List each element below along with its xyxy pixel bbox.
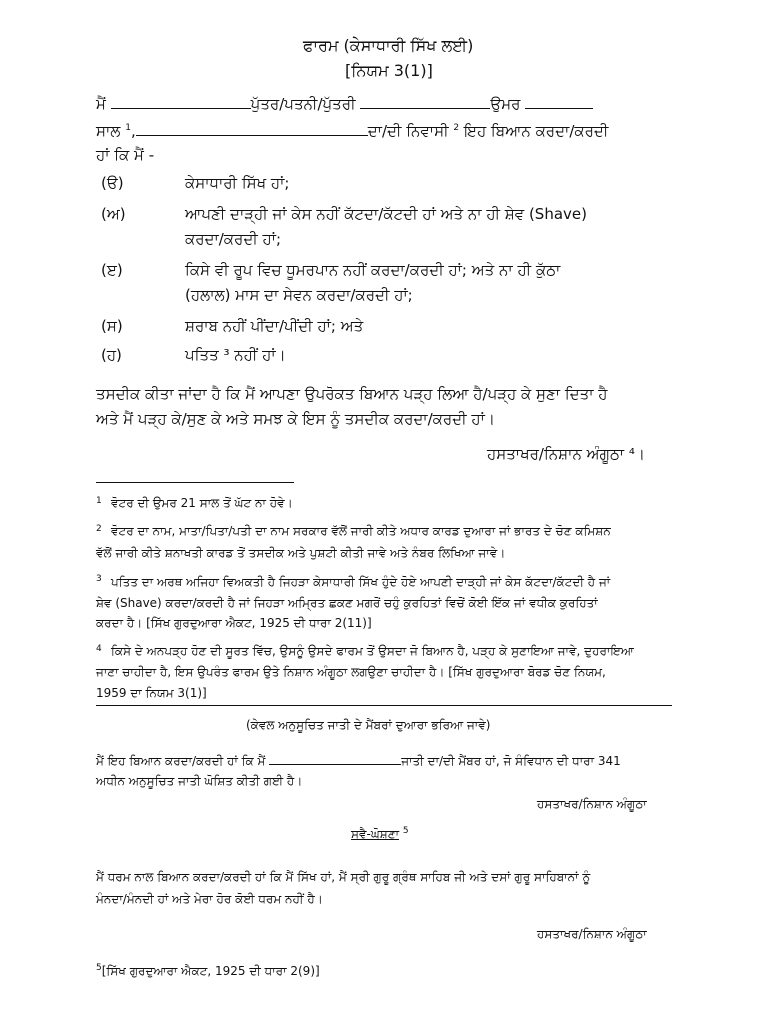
footnote-3-num: 3 (96, 574, 102, 584)
sc-line-2: ਅਧੀਨ ਅਨੁਸੂਚਿਤ ਜਾਤੀ ਘੋਸ਼ਿਤ ਕੀਤੀ ਗਈ ਹੈ। (96, 774, 303, 788)
item-text-b-cont: ਕਰਦਾ/ਕਰਦੀ ਹਾਂ; (185, 230, 282, 248)
footnote-4-text-cont-2: 1959 ਦਾ ਨਿਯਮ 3(1)] (96, 686, 207, 700)
item-text-c-cont: (ਹਲਾਲ) ਮਾਸ ਦਾ ਸੇਵਨ ਕਰਦਾ/ਕਰਦੀ ਹਾਂ; (185, 286, 413, 304)
form-title: ਫਾਰਮ (ਕੇਸਾਧਾਰੀ ਸਿੱਖ ਲਈ) (303, 36, 474, 55)
sc-line-1-prefix: ਮੈਂ ਇਹ ਬਿਆਨ ਕਰਦਾ/ਕਰਦੀ ਹਾਂ ਕਿ ਮੈਂ (96, 754, 266, 768)
footnote-ref-5: 5 (402, 826, 409, 836)
years-label: ਸਾਲ (96, 122, 121, 140)
item-marker-b: (ਅ) (101, 205, 126, 223)
sc-signature: ਹਸਤਾਖਰ/ਨਿਸ਼ਾਨ ਅੰਗੂਠਾ (537, 797, 647, 811)
statement-label: ਇਹ ਬਿਆਨ ਕਰਦਾ/ਕਰਦੀ (463, 122, 609, 140)
footnote-2-num: 2 (96, 524, 102, 534)
verification-line-1: ਤਸਦੀਕ ਕੀਤਾ ਜਾਂਦਾ ਹੈ ਕਿ ਮੈਂ ਆਪਣਾ ਉਪਰੋਕਤ ਬਿਆਨ ਪੜ੍ਹ ਲਿਆ ਹੈ/ਪੜ੍ਹ ਕੇ ਸੁਣਾ ਦਿਤਾ ਹੈ (96, 385, 608, 403)
footnote-5 (96, 963, 320, 979)
self-declaration-line-2: ਮੰਨਦਾ/ਮੰਨਦੀ ਹਾਂ ਅਤੇ ਮੇਰਾ ਹੋਰ ਕੋਈ ਧਰਮ ਨਹੀਂ ਹੈ। (96, 892, 323, 906)
section-divider (96, 705, 672, 706)
item-marker-a: (ੳ) (101, 174, 124, 192)
footnote-4-text-cont: ਜਾਣਾ ਚਾਹੀਦਾ ਹੈ, ਇਸ ਉਪਰੰਤ ਫਾਰਮ ਉਤੇ ਨਿਸ਼ਾਨ ਅੰਗੂਠਾ ਲਗਉਣਾ ਚਾਹੀਦਾ ਹੈ। [ਸਿੱਖ ਗੁਰਦੁਆਰਾ ਬੋਰਡ ਚੋਣ ਨਿਯਮ, (96, 665, 606, 679)
self-declaration-signature: ਹਸਤਾਖਰ/ਨਿਸ਼ਾਨ ਅੰਗੂਠਾ (537, 927, 647, 941)
verification-signature: ਹਸਤਾਖਰ/ਨਿਸ਼ਾਨ ਅੰਗੂਠਾ ⁴। (487, 445, 645, 463)
item-marker-d: (ਸ) (101, 317, 123, 335)
item-marker-c: (ੲ) (101, 261, 123, 279)
item-text-b: ਆਪਣੀ ਦਾੜ੍ਹੀ ਜਾਂ ਕੇਸ ਨਹੀਂ ਕੱਟਦਾ/ਕੱਟਦੀ ਹਾਂ ਅਤੇ ਨਾ ਹੀ ਸ਼ੇਵ (Shave) (185, 205, 587, 223)
self-declaration-heading (351, 826, 409, 842)
footnote-5-text: [ਸਿੱਖ ਗੁਰਦੁਆਰਾ ਐਕਟ, 1925 ਦੀ ਧਾਰਾ 2(9)] (101, 964, 320, 978)
self-declaration-title: ਸਵੈ-ਘੋਸ਼ਣਾ (351, 827, 399, 841)
footnote-3-text-cont-2: ਕਰਦਾ ਹੈ। [ਸਿੱਖ ਗੁਰਦੁਆਰਾ ਐਕਟ, 1925 ਦੀ ਧਾਰਾ 2(11)] (96, 616, 372, 630)
footnote-3-text: ਪਤਿਤ ਦਾ ਅਰਥ ਅਜਿਹਾ ਵਿਅਕਤੀ ਹੈ ਜਿਹੜਾ ਕੇਸਾਧਾਰੀ ਸਿੱਖ ਹੁੰਦੇ ਹੋਏ ਆਪਣੀ ਦਾੜ੍ਹੀ ਜਾਂ ਕੇਸ ਕੱਟਦਾ/ਕੱਟਦੀ ਹੈ ਜਾਂ (111, 575, 611, 589)
declaration-line-3: ਹਾਂ ਕਿ ਮੈਂ - (96, 146, 155, 164)
parent-name-blank[interactable] (360, 94, 490, 109)
footnote-1-num: 1 (96, 496, 102, 506)
age-label: ਉਮਰ (490, 95, 521, 113)
footnote-ref-2: 2 (453, 123, 460, 133)
relation-label: ਪੁੱਤਰ/ਪਤਨੀ/ਪੁੱਤਰੀ (250, 95, 356, 113)
footnote-separator (96, 482, 294, 483)
age-blank[interactable] (525, 94, 593, 109)
item-text-e: ਪਤਿਤ ³ ਨਹੀਂ ਹਾਂ। (185, 346, 286, 364)
declaration-line-1 (96, 94, 593, 114)
sc-line-1-suffix: ਜਾਤੀ ਦਾ/ਦੀ ਮੈਂਬਰ ਹਾਂ, ਜੋ ਸੰਵਿਧਾਨ ਦੀ ਧਾਰਾ 341 (401, 754, 621, 768)
verification-line-2: ਅਤੇ ਮੈਂ ਪੜ੍ਹ ਕੇ/ਸੁਣ ਕੇ ਅਤੇ ਸਮਝ ਕੇ ਇਸ ਨੂੰ ਤਸਦੀਕ ਕਰਦਾ/ਕਰਦੀ ਹਾਂ। (96, 410, 495, 428)
sc-section-heading: (ਕੇਵਲ ਅਨੁਸੂਚਿਤ ਜਾਤੀ ਦੇ ਮੈਂਬਰਾਂ ਦੁਆਰਾ ਭਰਿਆ ਜਾਵੇ) (246, 718, 491, 732)
form-rule-reference: [ਨਿਯਮ 3(1)] (345, 61, 433, 80)
footnote-ref-1: 1 (125, 123, 131, 133)
footnote-3-text-cont: ਸ਼ੇਵ (Shave) ਕਰਦਾ/ਕਰਦੀ ਹੈ ਜਾਂ ਜਿਹੜਾ ਅਮ੍ਰਿਤ ਛਕਣ ਮਗਰੋਂ ਚਹੁੰ ਕੁਰਹਿਤਾਂ ਵਿਚੋਂ ਕੋਈ ਇੱਕ ਜਾਂ ਵਧੀਕ ਕੁਰਹਿਤਾਂ (96, 596, 598, 610)
footnote-5-num: 5 (96, 963, 102, 973)
item-text-c: ਕਿਸੇ ਵੀ ਰੂਪ ਵਿਚ ਧੂਮਰਪਾਨ ਨਹੀਂ ਕਰਦਾ/ਕਰਦੀ ਹਾਂ; ਅਤੇ ਨਾ ਹੀ ਕੁੱਠਾ (185, 261, 561, 279)
residence-blank[interactable] (136, 121, 368, 136)
sc-line-1 (96, 752, 621, 769)
footnote-4-num: 4 (96, 644, 102, 654)
footnote-1-text: ਵੋਟਰ ਦੀ ਉਮਰ 21 ਸਾਲ ਤੋਂ ਘੱਟ ਨਾ ਹੋਵੇ। (111, 496, 293, 510)
footnote-4-text: ਕਿਸੇ ਦੇ ਅਨਪੜ੍ਹ ਹੋਣ ਦੀ ਸੂਰਤ ਵਿੱਚ, ਉਸਨੂੰ ਉਸਦੇ ਫਾਰਮ ਤੋਂ ਉਸਦਾ ਜੋ ਬਿਆਨ ਹੈ, ਪੜ੍ਹ ਕੇ ਸੁਣਾਇਆ ਜਾਵੇ, ਦੁਹਰਾਇਆ (111, 644, 634, 658)
declaration-prefix: ਮੈਂ (96, 95, 106, 113)
caste-blank[interactable] (269, 752, 401, 765)
item-text-d: ਸ਼ਰਾਬ ਨਹੀਂ ਪੀਂਦਾ/ਪੀਂਦੀ ਹਾਂ; ਅਤੇ (185, 317, 364, 335)
self-declaration-line-1: ਮੈਂ ਧਰਮ ਨਾਲ ਬਿਆਨ ਕਰਦਾ/ਕਰਦੀ ਹਾਂ ਕਿ ਮੈਂ ਸਿੱਖ ਹਾਂ, ਮੈਂ ਸ੍ਰੀ ਗੁਰੂ ਗ੍ਰੰਥ ਸਾਹਿਬ ਜੀ ਅਤੇ ਦਸਾਂ ਗੁਰੂ ਸਾਹਿਬਾਨਾਂ ਨੂੰ (96, 870, 591, 884)
resident-label: ਦਾ/ਦੀ ਨਿਵਾਸੀ (367, 122, 449, 140)
name-blank[interactable] (111, 94, 251, 109)
declaration-line-2: ਸਾਲ $^1$, ਦਾ/ਦੀ ਨਿਵਾਸੀ $^2$ ਇਹ ਬਿਆਨ ਕਰਦਾ/ਕਰਦੀ (96, 122, 609, 140)
footnote-2-text: ਵੋਟਰ ਦਾ ਨਾਮ, ਮਾਤਾ/ਪਿਤਾ/ਪਤੀ ਦਾ ਨਾਮ ਸਰਕਾਰ ਵੱਲੋਂ ਜਾਰੀ ਕੀਤੇ ਅਧਾਰ ਕਾਰਡ ਦੁਆਰਾ ਜਾਂ ਭਾਰਤ ਦੇ ਚੋਣ ਕਮਿਸ਼ਨ (111, 524, 611, 538)
footnote-2-text-cont: ਵੱਲੋਂ ਜਾਰੀ ਕੀਤੇ ਸ਼ਨਾਖਤੀ ਕਾਰਡ ਤੋਂ ਤਸਦੀਕ ਅਤੇ ਪੁਸ਼ਟੀ ਕੀਤੀ ਜਾਵੇ ਅਤੇ ਨੰਬਰ ਲਿਖਿਆ ਜਾਵੇ। (96, 546, 506, 560)
item-marker-e: (ਹ) (101, 346, 122, 364)
item-text-a: ਕੇਸਾਧਾਰੀ ਸਿੱਖ ਹਾਂ; (185, 174, 290, 192)
